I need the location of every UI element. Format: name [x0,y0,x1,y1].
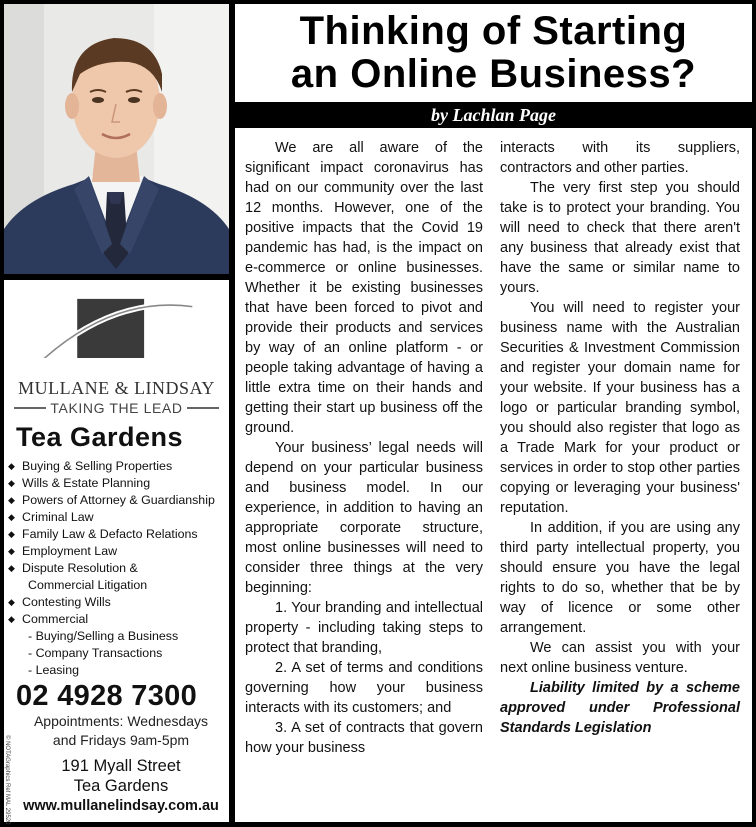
office-address: 191 Myall Street Tea Gardens [61,757,181,795]
bullet-icon: ◆ [8,563,15,573]
tagline-rule-left [14,407,46,409]
firm-logo-icon [4,288,229,358]
paragraph: 2. A set of terms and conditions governing how your business interacts with its customers; and [245,660,483,716]
service-item: ◆ Powers of Attorney & Guardianship [8,493,215,507]
paragraph: interacts with its suppliers, contractors and other parties. [500,140,740,176]
appointment-hours: Appointments: Wednesdays and Fridays 9am-5pm [33,713,209,748]
paragraph: In addition, if you are using any third party intellectual property, you should ensure you have the legal rights to do so, whether that be by way of licence or some other arrangement. [500,520,740,636]
service-subitem: - Leasing [28,663,79,677]
article-headline: Thinking of Starting an Online Business? [235,4,752,102]
bullet-icon: ◆ [8,495,15,505]
paragraph: We can assist you with your next online business venture. [500,640,740,676]
service-item: ◆ Dispute Resolution & [8,561,138,575]
article-column-1 [245,138,483,758]
services-list [8,458,230,679]
service-item: ◆ Contesting Wills [8,595,111,609]
law-firm-advertisement [4,280,229,825]
tagline: TAKING THE LEAD [50,400,183,416]
bullet-icon: ◆ [8,512,15,522]
liability-notice: Liability limited by a scheme approved under Professional Standards Legislation [500,680,740,736]
bullet-icon: ◆ [8,478,15,488]
service-item: ◆ Commercial [8,612,89,626]
service-item: ◆ Wills & Estate Planning [8,476,151,490]
office-town: Tea Gardens [16,422,184,452]
paragraph: 1. Your branding and intellectual property - including taking steps to protect that branding, [245,600,483,656]
bullet-icon: ◆ [8,597,15,607]
article-column-2 [500,138,740,738]
service-item: ◆ Criminal Law [8,510,94,524]
tagline-row [14,400,219,416]
article-byline: by Lachlan Page [235,104,752,126]
service-subitem: - Buying/Selling a Business [28,629,179,643]
paragraph: You will need to register your business name with the Australian Securities & Investment Commission and register your domain name for your website. If your business has a logo or particular branding symbol, you should also register that logo as a Trade Mark for your product or services in order to stop other parties copying or leveraging your business' reputation. [500,300,740,516]
bullet-icon: ◆ [8,529,15,539]
paragraph: 3. A set of contracts that govern how your business [245,720,483,756]
paragraph: The very first step you should take is to protect your branding. You will need to check that there aren't any business that already exist that have the same or similar name to yours. [500,180,740,296]
ad-reference: © NOTAGraphics Ref MAL 29520 [4,735,10,825]
service-item: ◆ Family Law & Defacto Relations [8,527,198,541]
paragraph: Your business’ legal needs will depend on your particular business and business model. In our experience, in addition to having an appropriate corporate structure, most online businesses will need to consider three things at the very beginning: [245,440,483,596]
service-item: ◆ Buying & Selling Properties [8,459,173,473]
bullet-icon: ◆ [8,461,15,471]
phone-number: 02 4928 7300 [16,680,197,712]
firm-name: MULLANE & LINDSAY [18,378,215,398]
bullet-icon: ◆ [8,546,15,556]
service-subitem: - Company Transactions [28,646,163,660]
service-item-continuation: Commercial Litigation [28,578,148,592]
service-item: ◆ Employment Law [8,544,118,558]
tagline-rule-right [187,407,219,409]
article-body [235,128,752,822]
paragraph: We are all aware of the significant impact coronavirus has had on our community over the last 12 months. However, one of the positive impacts that the Covid 19 pandemic has had, is the impact on e-commerce or online businesses. Whether it be existing businesses that have been forced to pivot and provide their products and services by way of an online platform - or people taking advantage of having a little extra time on their hands and getting their start up business off the ground. [245,140,483,436]
author-photo [4,4,229,274]
bullet-icon: ◆ [8,614,15,624]
website-url: www.mullanelindsay.com.au [23,798,219,814]
